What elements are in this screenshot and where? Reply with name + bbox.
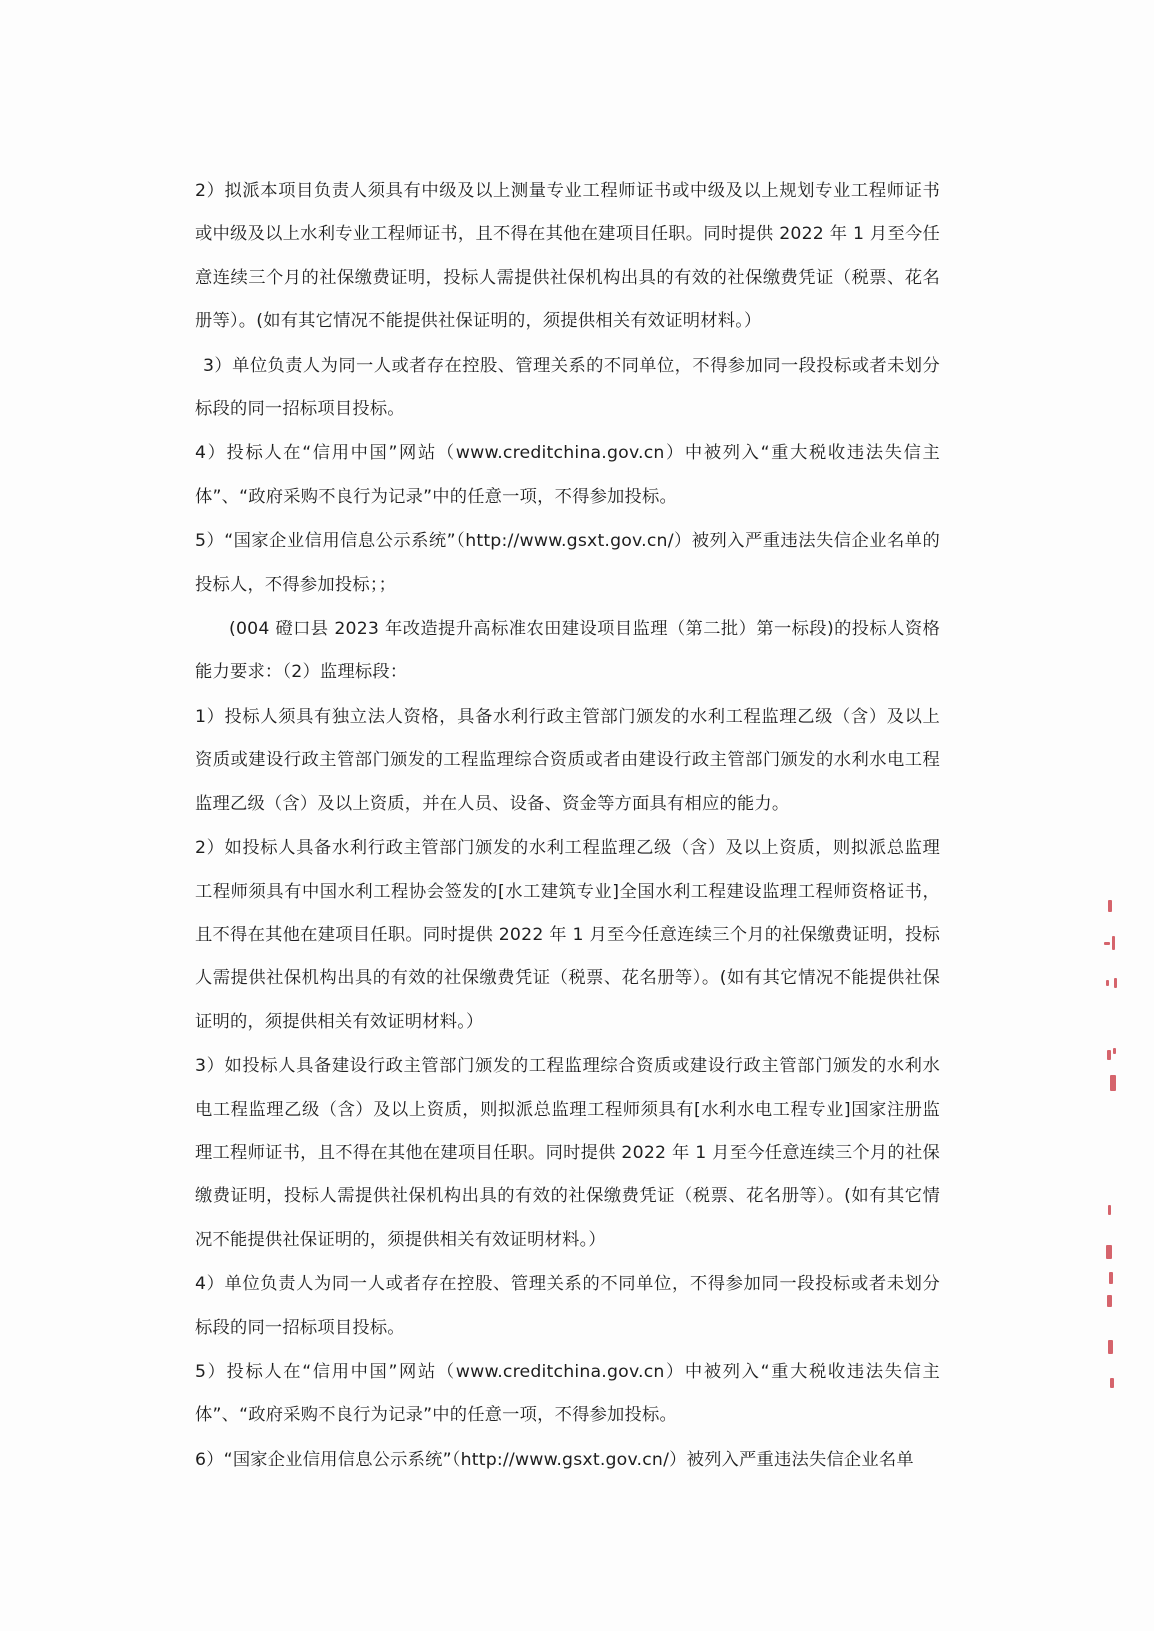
paragraph-item-1-qualification: 1）投标人须具有独立法人资格，具备水利行政主管部门颁发的水利工程监理乙级（含）及以上资质或建设行政主管部门颁发的工程监理综合资质或者由建设行政主管部门颁发的水利水电工程监理乙级（含）及以上资质，并在人员、设备、资金等方面具有相应的能力。: [195, 706, 940, 814]
paragraph-item-5-credit-china: 5）投标人在“信用中国”网站（www.creditchina.gov.cn）中被列入“重大税收违法失信主体”、“政府采购不良行为记录”中的任意一项，不得参加投标。: [195, 1361, 940, 1426]
seal-stamp-edge: [1096, 900, 1126, 1420]
paragraph-item-2-chief-engineer-water: 2）如投标人具备水利行政主管部门颁发的水利工程监理乙级（含）及以上资质，则拟派总监理工程师须具有中国水利工程协会签发的[水工建筑专业]全国水利工程建设监理工程师资格证书，且不得在其他在建项目任职。同时提供 2022 年 1 月至今任意连续三个月的社保缴费证明，投标人需提供社保机构出具的有效的社保缴费凭证（税票、花名册等）。(如有其它情况不能提供社保证明的，须提供相关有效证明材料。）: [195, 838, 940, 1032]
paragraph-item-2-project-lead: 2）拟派本项目负责人须具有中级及以上测量专业工程师证书或中级及以上规划专业工程师证书或中级及以上水利专业工程师证书，且不得在其他在建项目任职。同时提供 2022 年 1 月至今任意连续三个月的社保缴费证明，投标人需提供社保机构出具的有效的社保缴费凭证（税票、花名册等）。(如有其它情况不能提供社保证明的，须提供相关有效证明材料。）: [195, 181, 940, 332]
paragraph-item-5-gsxt: 5）“国家企业信用信息公示系统”（http://www.gsxt.gov.cn/）被列入严重违法失信企业名单的投标人，不得参加投标；；: [195, 531, 940, 595]
paragraph-item-4-credit-china: 4）投标人在“信用中国”网站（www.creditchina.gov.cn）中被列入“重大税收违法失信主体”、“政府采购不良行为记录”中的任意一项，不得参加投标。: [195, 443, 940, 507]
document-body: [195, 170, 940, 1483]
paragraph-section-heading: (004 磴口县 2023 年改造提升高标准农田建设项目监理（第二批）第一标段)的投标人资格能力要求：（2）监理标段：: [195, 619, 940, 683]
paragraph-item-3-chief-engineer-construction: 3）如投标人具备建设行政主管部门颁发的工程监理综合资质或建设行政主管部门颁发的水利水电工程监理乙级（含）及以上资质，则拟派总监理工程师须具有[水利水电工程专业]国家注册监理工程师证书，且不得在其他在建项目任职。同时提供 2022 年 1 月至今任意连续三个月的社保缴费证明，投标人需提供社保机构出具的有效的社保缴费凭证（税票、花名册等）。(如有其它情况不能提供社保证明的，须提供相关有效证明材料。）: [195, 1056, 940, 1250]
paragraph-item-4-unit-head: 4）单位负责人为同一人或者存在控股、管理关系的不同单位，不得参加同一段投标或者未划分标段的同一招标项目投标。: [195, 1274, 940, 1338]
paragraph-item-6-gsxt: 6）“国家企业信用信息公示系统”（http://www.gsxt.gov.cn/）被列入严重违法失信企业名单: [195, 1449, 914, 1470]
paragraph-item-3-unit-head: 3）单位负责人为同一人或者存在控股、管理关系的不同单位，不得参加同一段投标或者未划分标段的同一招标项目投标。: [195, 355, 940, 420]
